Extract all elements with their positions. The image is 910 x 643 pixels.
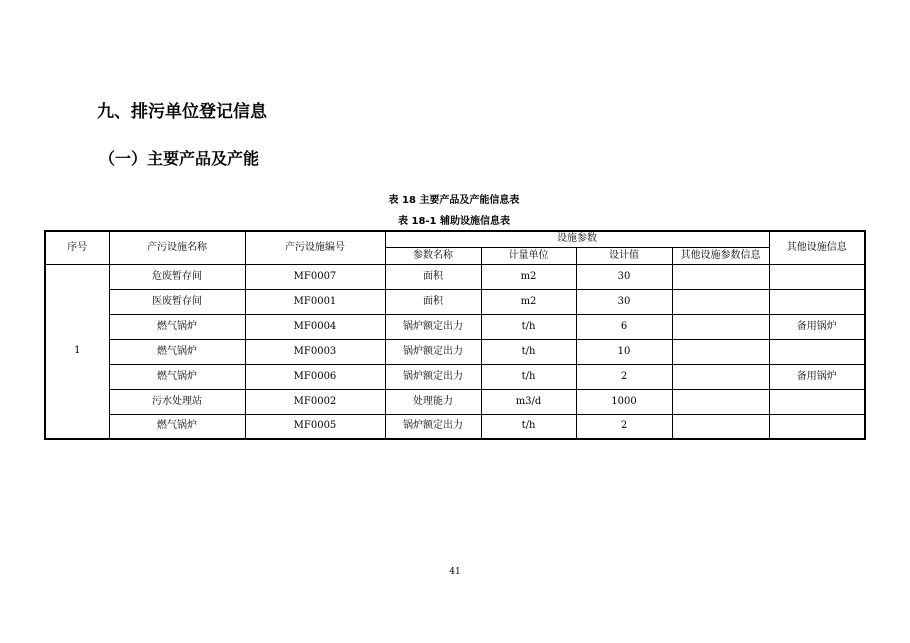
facility-table bbox=[44, 230, 866, 440]
other-info-cell bbox=[769, 339, 865, 364]
other-params-cell bbox=[672, 389, 769, 414]
facility-code-cell: MF0005 bbox=[245, 414, 385, 439]
other-params-cell bbox=[672, 289, 769, 314]
header-seq: 序号 bbox=[45, 231, 109, 264]
facility-name-cell: 燃气锅炉 bbox=[109, 314, 245, 339]
header-facility-code: 产污设施编号 bbox=[245, 231, 385, 264]
design-value-cell: 30 bbox=[576, 289, 672, 314]
table-row bbox=[45, 289, 865, 314]
unit-cell: t/h bbox=[481, 314, 576, 339]
other-info-cell bbox=[769, 289, 865, 314]
design-value-cell: 2 bbox=[576, 414, 672, 439]
other-info-cell bbox=[769, 414, 865, 439]
param-name-cell: 面积 bbox=[385, 264, 481, 289]
design-value-cell: 6 bbox=[576, 314, 672, 339]
seq-cell: 1 bbox=[45, 264, 109, 439]
other-info-cell bbox=[769, 264, 865, 289]
param-name-cell: 锅炉额定出力 bbox=[385, 339, 481, 364]
design-value-cell: 2 bbox=[576, 364, 672, 389]
subsection-title: （一）主要产品及产能 bbox=[99, 149, 260, 168]
table-caption: 表 18 主要产品及产能信息表 bbox=[388, 195, 520, 206]
header-other-params: 其他设施参数信息 bbox=[672, 247, 769, 264]
param-name-cell: 锅炉额定出力 bbox=[385, 414, 481, 439]
param-name-cell: 锅炉额定出力 bbox=[385, 364, 481, 389]
other-info-cell bbox=[769, 389, 865, 414]
unit-cell: t/h bbox=[481, 414, 576, 439]
unit-cell: m2 bbox=[481, 289, 576, 314]
facility-code-cell: MF0007 bbox=[245, 264, 385, 289]
page-number: 41 bbox=[449, 567, 461, 577]
table-row bbox=[45, 364, 865, 389]
facility-name-cell: 污水处理站 bbox=[109, 389, 245, 414]
facility-name-cell: 燃气锅炉 bbox=[109, 339, 245, 364]
header-row bbox=[45, 231, 865, 247]
facility-code-cell: MF0006 bbox=[245, 364, 385, 389]
facility-name-cell: 燃气锅炉 bbox=[109, 364, 245, 389]
design-value-cell: 1000 bbox=[576, 389, 672, 414]
section-title: 九、排污单位登记信息 bbox=[97, 102, 267, 122]
other-params-cell bbox=[672, 364, 769, 389]
unit-cell: m3/d bbox=[481, 389, 576, 414]
other-info-cell: 备用锅炉 bbox=[769, 364, 865, 389]
unit-cell: t/h bbox=[481, 339, 576, 364]
param-name-cell: 面积 bbox=[385, 289, 481, 314]
table-row bbox=[45, 389, 865, 414]
table-row bbox=[45, 314, 865, 339]
other-params-cell bbox=[672, 414, 769, 439]
design-value-cell: 30 bbox=[576, 264, 672, 289]
table-row bbox=[45, 414, 865, 439]
param-name-cell: 锅炉额定出力 bbox=[385, 314, 481, 339]
facility-code-cell: MF0001 bbox=[245, 289, 385, 314]
other-params-cell bbox=[672, 314, 769, 339]
unit-cell: t/h bbox=[481, 364, 576, 389]
other-info-cell: 备用锅炉 bbox=[769, 314, 865, 339]
other-params-cell bbox=[672, 264, 769, 289]
header-facility-name: 产污设施名称 bbox=[109, 231, 245, 264]
design-value-cell: 10 bbox=[576, 339, 672, 364]
facility-name-cell: 燃气锅炉 bbox=[109, 414, 245, 439]
header-design-value: 设计值 bbox=[576, 247, 672, 264]
header-other-info: 其他设施信息 bbox=[769, 231, 865, 264]
table-subcaption: 表 18-1 辅助设施信息表 bbox=[398, 216, 510, 227]
header-param-name: 参数名称 bbox=[385, 247, 481, 264]
facility-code-cell: MF0002 bbox=[245, 389, 385, 414]
facility-code-cell: MF0003 bbox=[245, 339, 385, 364]
param-name-cell: 处理能力 bbox=[385, 389, 481, 414]
facility-code-cell: MF0004 bbox=[245, 314, 385, 339]
table-row bbox=[45, 339, 865, 364]
other-params-cell bbox=[672, 339, 769, 364]
facility-name-cell: 危废暂存间 bbox=[109, 264, 245, 289]
unit-cell: m2 bbox=[481, 264, 576, 289]
header-params-group: 设施参数 bbox=[385, 231, 769, 247]
table-row bbox=[45, 264, 865, 289]
header-unit: 计量单位 bbox=[481, 247, 576, 264]
facility-name-cell: 医废暂存间 bbox=[109, 289, 245, 314]
